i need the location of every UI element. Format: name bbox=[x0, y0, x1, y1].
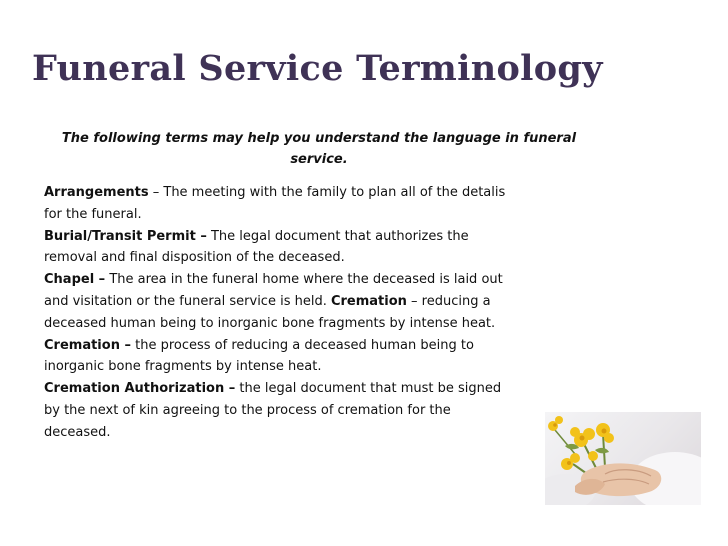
term-definition-inline: – reducing a deceased human being to inorganic bone fragments by intense heat. bbox=[44, 293, 496, 331]
slide-title: Funeral Service Terminology bbox=[32, 48, 603, 89]
term-definition: The meeting with the family to plan all of the detalis for the funeral. bbox=[44, 185, 506, 222]
term-name: Cremation Authorization – bbox=[44, 381, 236, 397]
hands-holding-flowers-photo bbox=[545, 412, 701, 505]
term-name: Arrangements bbox=[44, 185, 149, 200]
slide-subtitle: The following terms may help you understand the language in funeral service. bbox=[61, 131, 577, 167]
term-name: Cremation – bbox=[44, 337, 131, 353]
term-connector: – bbox=[148, 185, 164, 200]
term-name: Chapel – bbox=[44, 272, 106, 288]
term-entry-burial-transit-permit bbox=[44, 226, 514, 270]
term-entry-cremation-authorization bbox=[44, 378, 514, 443]
term-definition: the legal document that must be signed by the next of kin agreeing to the process of cremation for the deceased. bbox=[44, 381, 502, 440]
term-list bbox=[44, 182, 514, 444]
flowers-illustration bbox=[545, 412, 701, 505]
term-name: Burial/Transit Permit – bbox=[44, 228, 207, 244]
term-entry-chapel bbox=[44, 269, 514, 334]
term-definition: The legal document that authorizes the removal and final disposition of the deceased. bbox=[44, 228, 469, 266]
term-entry-arrangements bbox=[44, 182, 514, 226]
term-definition: the process of reducing a deceased human being to inorganic bone fragments by intense heat. bbox=[44, 337, 474, 375]
term-definition: The area in the funeral home where the deceased is laid out and visitation or the funeral service is held. bbox=[44, 272, 503, 309]
term-entry-cremation bbox=[44, 335, 514, 379]
term-name-inline: Cremation bbox=[330, 293, 407, 309]
